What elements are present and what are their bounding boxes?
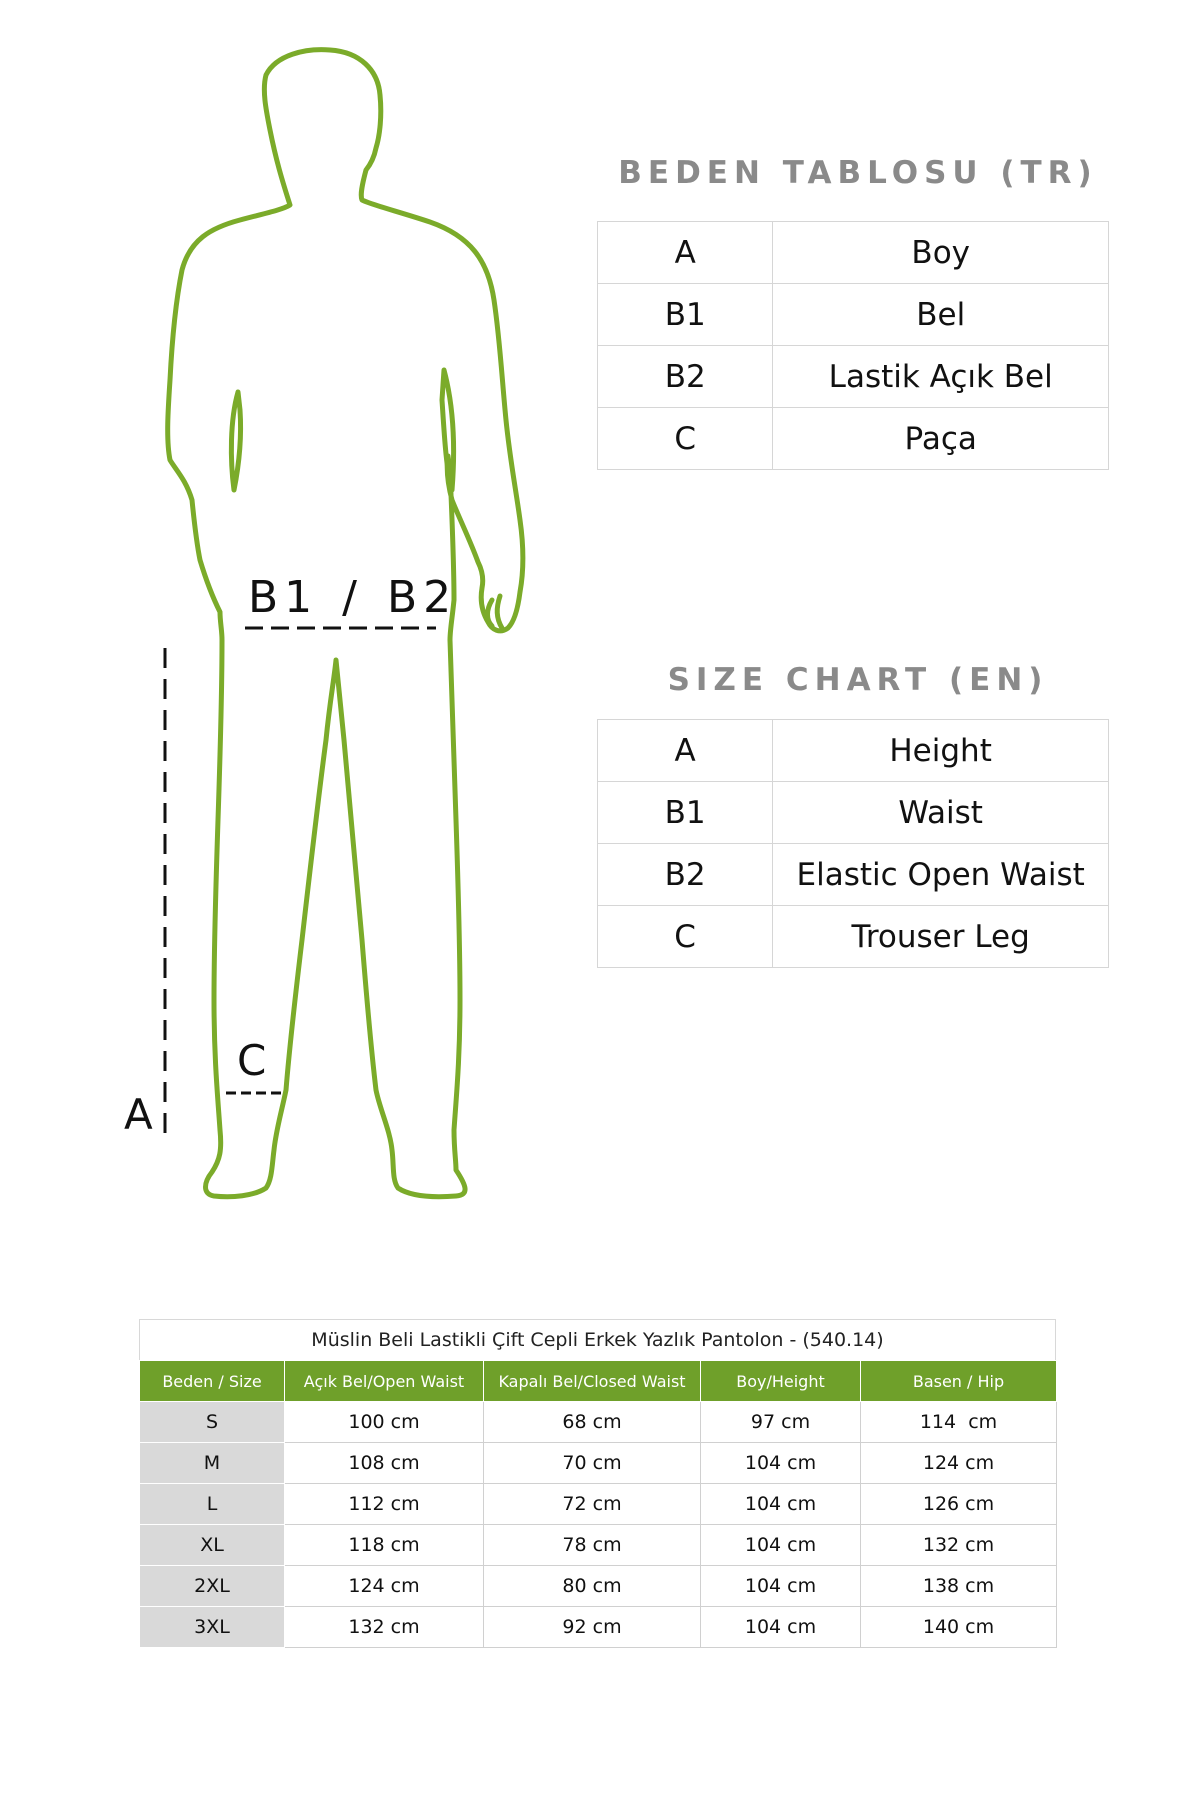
legend-row [598,720,1109,782]
legend-value: Elastic Open Waist [773,844,1109,906]
closed-waist-cell: 72 cm [484,1484,701,1525]
closed-waist-cell: 78 cm [484,1525,701,1566]
legend-value: Bel [773,284,1109,346]
size-table [139,1360,1057,1648]
legend-value: Waist [773,782,1109,844]
legend-row [598,906,1109,968]
legend-key: A [598,222,773,284]
header-height: Boy/Height [701,1361,861,1402]
open-waist-cell: 118 cm [285,1525,484,1566]
legend-key: C [598,408,773,470]
hip-cell: 126 cm [861,1484,1057,1525]
table-row [140,1443,1057,1484]
legend-value: Trouser Leg [773,906,1109,968]
open-waist-cell: 112 cm [285,1484,484,1525]
table-row [140,1525,1057,1566]
legend-value: Boy [773,222,1109,284]
legend-en-table [597,719,1109,968]
size-cell: 3XL [140,1607,285,1648]
height-cell: 104 cm [701,1566,861,1607]
legend-row [598,284,1109,346]
hip-cell: 140 cm [861,1607,1057,1648]
size-table-container [139,1319,1056,1648]
size-cell: L [140,1484,285,1525]
legend-key: B2 [598,844,773,906]
legend-value: Paça [773,408,1109,470]
leg-label: C [237,1036,267,1085]
table-row [140,1402,1057,1443]
legend-en-title: SIZE CHART (EN) [667,662,1049,698]
height-cell: 104 cm [701,1443,861,1484]
hip-cell: 138 cm [861,1566,1057,1607]
legend-value: Height [773,720,1109,782]
size-cell: 2XL [140,1566,285,1607]
legend-row [598,782,1109,844]
legend-key: B2 [598,346,773,408]
table-row [140,1607,1057,1648]
table-row [140,1566,1057,1607]
hip-cell: 132 cm [861,1525,1057,1566]
size-cell: XL [140,1525,285,1566]
legend-row [598,346,1109,408]
closed-waist-cell: 92 cm [484,1607,701,1648]
size-table-title: Müslin Beli Lastikli Çift Cepli Erkek Yazlık Pantolon - (540.14) [139,1319,1056,1360]
legend-row [598,222,1109,284]
height-cell: 97 cm [701,1402,861,1443]
open-waist-cell: 108 cm [285,1443,484,1484]
header-open-waist: Açık Bel/Open Waist [285,1361,484,1402]
open-waist-cell: 132 cm [285,1607,484,1648]
legend-key: B1 [598,782,773,844]
body-outline [168,50,523,1197]
height-label: A [124,1090,153,1139]
legend-tr-table [597,221,1109,470]
legend-tr-title: BEDEN TABLOSU (TR) [618,155,1098,191]
legend-key: B1 [598,284,773,346]
header-closed-waist: Kapalı Bel/Closed Waist [484,1361,701,1402]
waist-label: B1 / B2 [248,572,458,623]
size-table-header-row [140,1361,1057,1402]
closed-waist-cell: 80 cm [484,1566,701,1607]
open-waist-cell: 100 cm [285,1402,484,1443]
legend-key: C [598,906,773,968]
height-cell: 104 cm [701,1525,861,1566]
table-row [140,1484,1057,1525]
size-cell: S [140,1402,285,1443]
height-cell: 104 cm [701,1484,861,1525]
header-hip: Basen / Hip [861,1361,1057,1402]
closed-waist-cell: 68 cm [484,1402,701,1443]
size-cell: M [140,1443,285,1484]
legend-row [598,408,1109,470]
legend-value: Lastik Açık Bel [773,346,1109,408]
closed-waist-cell: 70 cm [484,1443,701,1484]
hip-cell: 114 cm [861,1402,1057,1443]
hip-cell: 124 cm [861,1443,1057,1484]
open-waist-cell: 124 cm [285,1566,484,1607]
legend-row [598,844,1109,906]
header-size: Beden / Size [140,1361,285,1402]
legend-key: A [598,720,773,782]
height-cell: 104 cm [701,1607,861,1648]
